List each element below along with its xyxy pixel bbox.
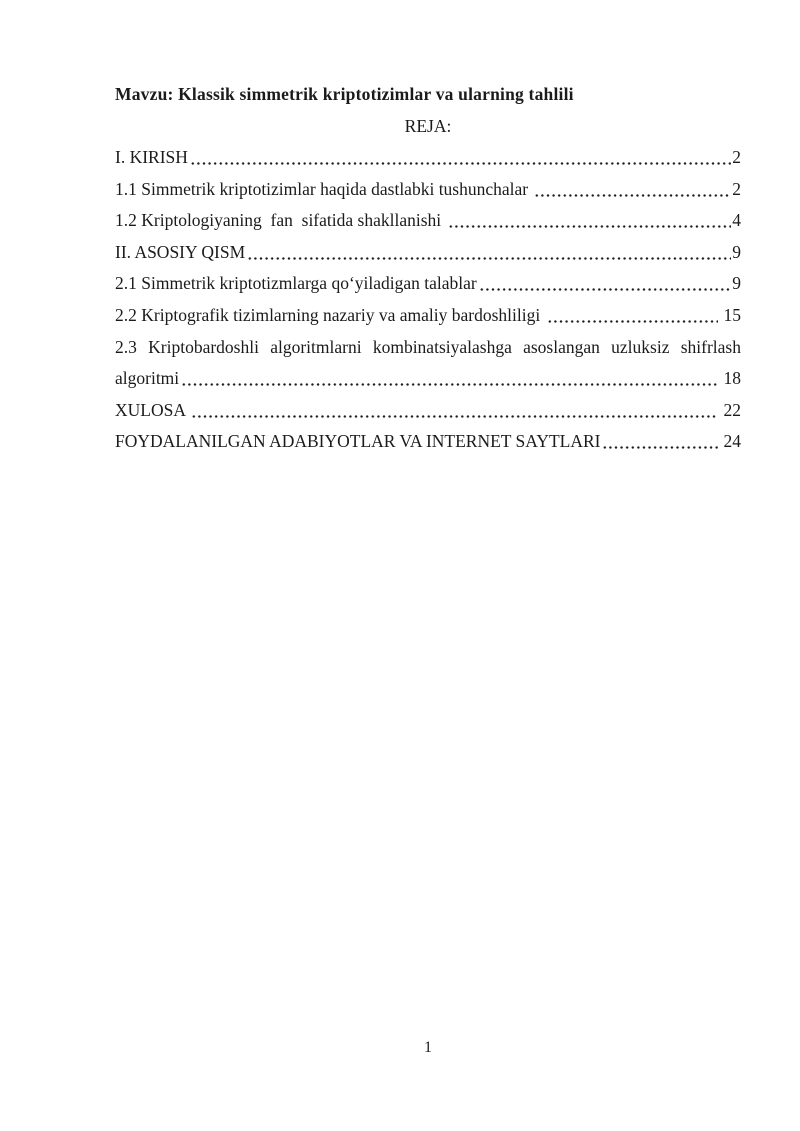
toc-entry-page: 18 (719, 368, 741, 389)
toc-entry-page: 9 (732, 241, 741, 262)
toc-dot-leader (533, 174, 731, 206)
toc-entry-label: 1.2 Kriptologiyaning fan sifatida shakllanishi (115, 210, 446, 231)
toc-entry (115, 395, 741, 427)
toc-entry (115, 426, 741, 458)
toc-dot-leader (478, 268, 732, 300)
toc-entry-label: 2.2 Kriptografik tizimlarning nazariy va amaliy bardoshliligi (115, 304, 545, 325)
toc-entry-page: 15 (719, 304, 741, 325)
toc-entry (115, 363, 741, 395)
toc-entry (115, 142, 741, 174)
toc-entry-label: I. KIRISH (115, 147, 188, 167)
document-title: Mavzu: Klassik simmetrik kriptotizimlar va ularning tahlili (115, 84, 574, 104)
toc-entry (115, 205, 741, 237)
toc-entry-label: FOYDALANILGAN ADABIYOTLAR VA INTERNET SAYTLARI (115, 431, 601, 452)
toc-dot-leader (601, 426, 718, 458)
toc-entry-page: 2 (732, 178, 741, 199)
toc-entry-page: 2 (732, 147, 741, 167)
toc-entry-page: 4 (732, 210, 741, 231)
toc-entry-label: 1.1 Simmetrik kriptotizimlar haqida dastlabki tushunchalar (115, 178, 533, 199)
toc-entry (115, 268, 741, 300)
toc-entry-label: 2.1 Simmetrik kriptotizmlarga qo‘yiladigan talablar (115, 273, 477, 294)
toc-entry (115, 300, 741, 332)
page-number: 1 (424, 1039, 432, 1056)
toc-entry-label: II. ASOSIY QISM (115, 241, 246, 262)
toc-entry-page: 24 (719, 431, 741, 452)
toc-dot-leader (246, 237, 731, 269)
toc-entry-page: 9 (732, 273, 741, 294)
toc-dot-leader (189, 142, 731, 174)
toc-list (115, 142, 741, 458)
toc-entry-page: 22 (719, 399, 741, 420)
toc-dot-leader (546, 300, 719, 332)
toc-entry (115, 237, 741, 269)
toc-dot-leader (447, 205, 732, 237)
section-heading-reja: REJA: (404, 116, 452, 136)
toc-entry-label: XULOSA (115, 399, 190, 420)
toc-entry-label: algoritmi (115, 368, 180, 389)
toc-dot-leader (190, 395, 718, 427)
toc-dot-leader (180, 363, 718, 395)
toc-entry (115, 174, 741, 206)
toc-entry-wrapped-line: 2.3 Kriptobardoshli algoritmlarni kombinatsiyalashga asoslangan uzluksiz shifrlash (115, 336, 741, 357)
